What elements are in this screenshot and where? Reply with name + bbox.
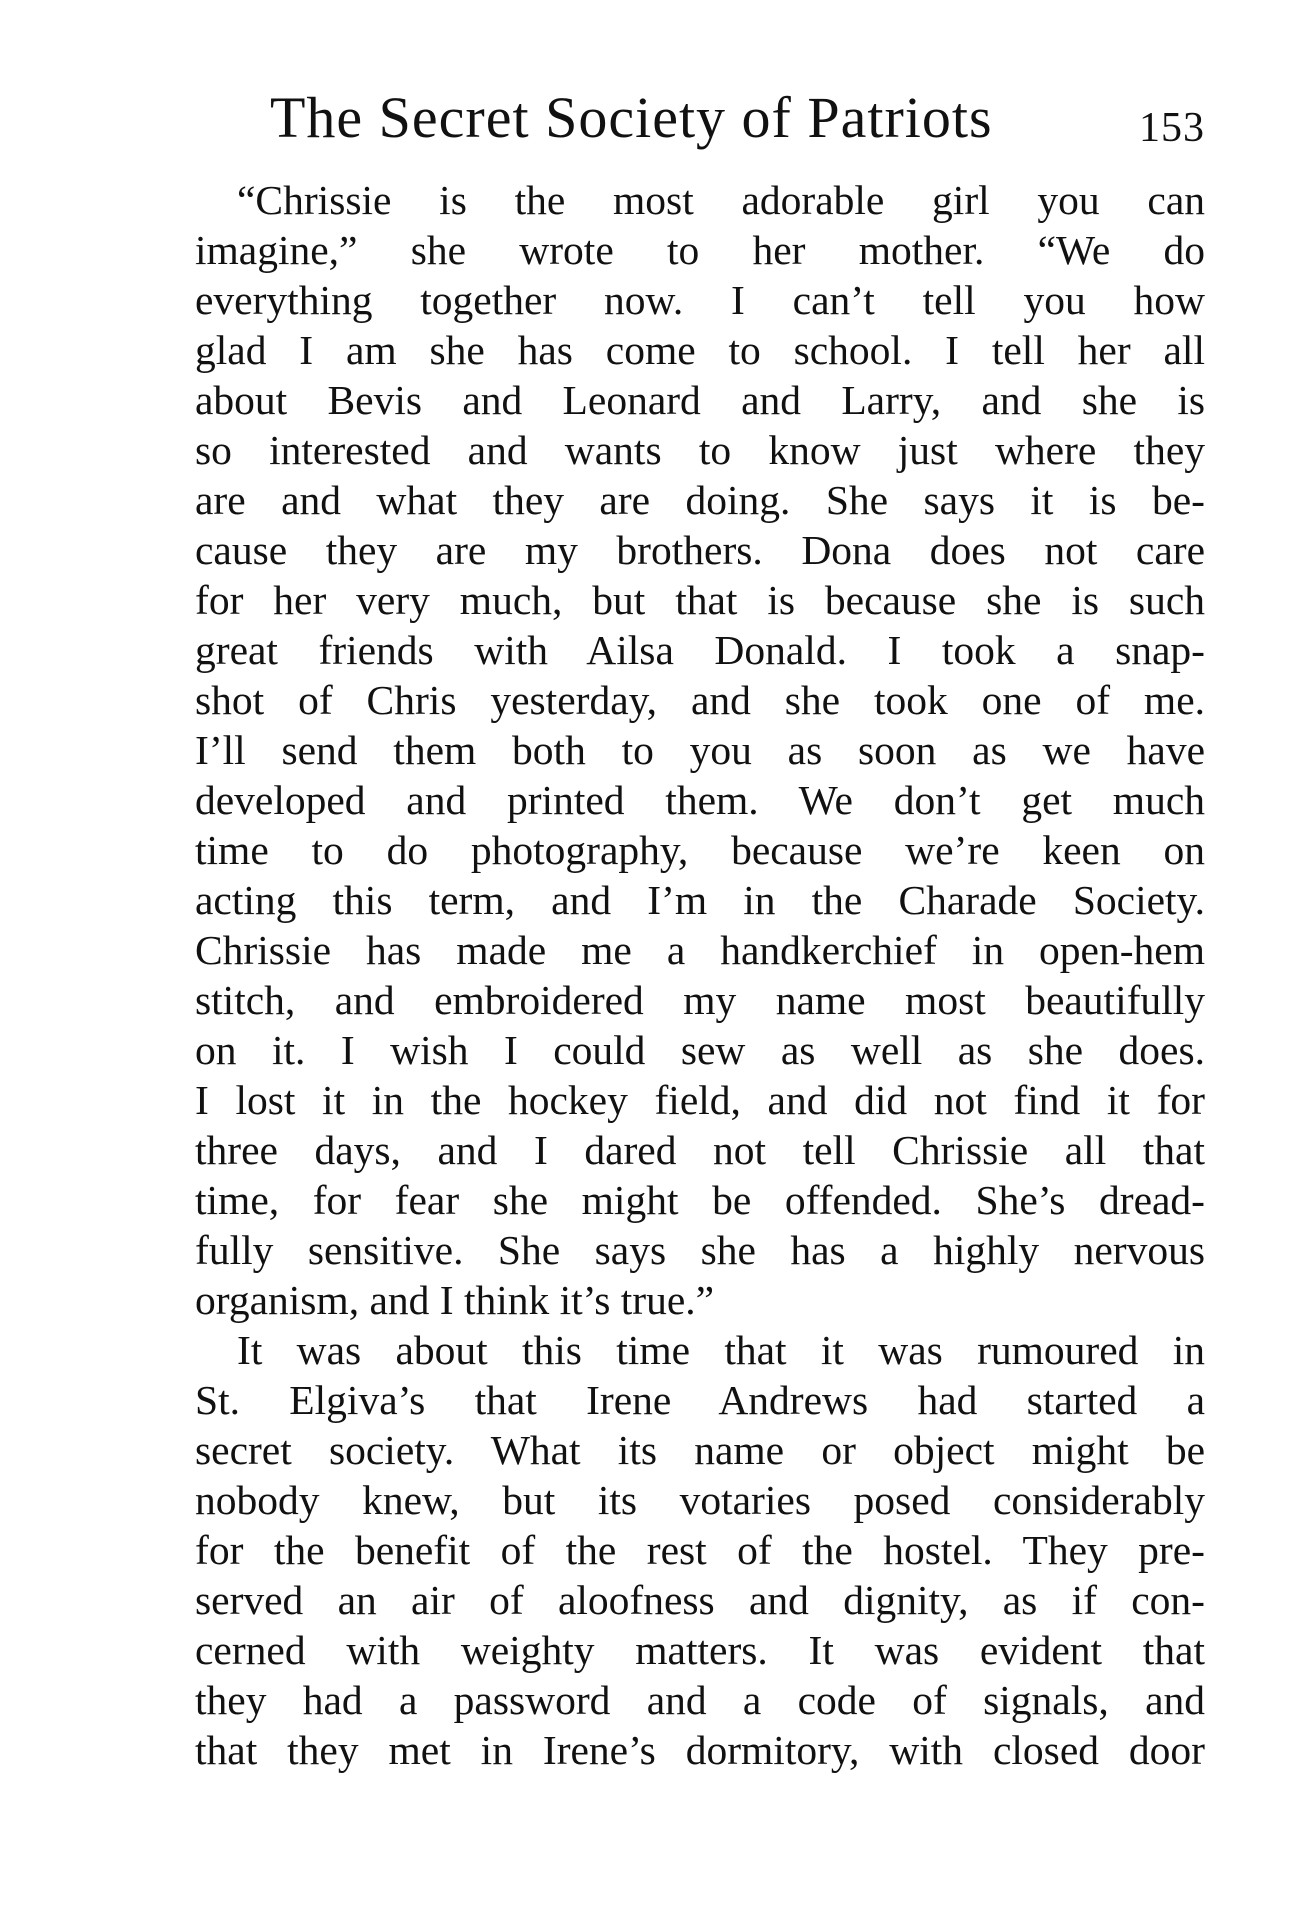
text-line: It was about this time that it was rumoured in bbox=[237, 1327, 1205, 1373]
text-line: Chrissie has made me a handkerchief in open-hem bbox=[195, 927, 1205, 973]
text-line: I’ll send them both to you as soon as we have bbox=[195, 727, 1205, 773]
running-head-title: The Secret Society of Patriots bbox=[270, 85, 993, 150]
text-line: on it. I wish I could sew as well as she does. bbox=[195, 1027, 1205, 1073]
text-line: stitch, and embroidered my name most beautifully bbox=[195, 977, 1205, 1023]
running-head bbox=[270, 78, 1205, 158]
text-line: St. Elgiva’s that Irene Andrews had started a bbox=[195, 1377, 1205, 1423]
text-line: they had a password and a code of signals, and bbox=[195, 1677, 1205, 1723]
text-line: nobody knew, but its votaries posed considerably bbox=[195, 1477, 1205, 1523]
text-line: so interested and wants to know just where they bbox=[195, 427, 1205, 473]
text-line: secret society. What its name or object might be bbox=[195, 1427, 1205, 1473]
text-line: about Bevis and Leonard and Larry, and she is bbox=[195, 377, 1205, 423]
text-line: are and what they are doing. She says it is be- bbox=[195, 477, 1205, 523]
text-line: fully sensitive. She says she has a highly nervous bbox=[195, 1227, 1205, 1273]
text-line: three days, and I dared not tell Chrissie all that bbox=[195, 1127, 1205, 1173]
page-number: 153 bbox=[1139, 105, 1205, 151]
text-line: time, for fear she might be offended. She’s dread- bbox=[195, 1177, 1205, 1223]
text-line: I lost it in the hockey field, and did not find it for bbox=[195, 1077, 1205, 1123]
paragraph-letter bbox=[195, 175, 1205, 1325]
text-line: great friends with Ailsa Donald. I took a snap- bbox=[195, 627, 1205, 673]
text-line: shot of Chris yesterday, and she took one of me. bbox=[195, 677, 1205, 723]
text-line: for the benefit of the rest of the hostel. They pre- bbox=[195, 1527, 1205, 1573]
text-line: served an air of aloofness and dignity, as if con- bbox=[195, 1577, 1205, 1623]
text-line: organism, and I think it’s true.” bbox=[195, 1277, 715, 1323]
text-line: for her very much, but that is because she is such bbox=[195, 577, 1205, 623]
paragraph-narrative bbox=[195, 1325, 1205, 1775]
text-line: cause they are my brothers. Dona does not care bbox=[195, 527, 1205, 573]
text-line: “Chrissie is the most adorable girl you can bbox=[237, 177, 1205, 223]
text-line: everything together now. I can’t tell you how bbox=[195, 277, 1205, 323]
body-text bbox=[195, 175, 1205, 1775]
text-line: acting this term, and I’m in the Charade Society. bbox=[195, 877, 1205, 923]
text-line: that they met in Irene’s dormitory, with closed door bbox=[195, 1727, 1205, 1773]
text-line: developed and printed them. We don’t get much bbox=[195, 777, 1205, 823]
text-line: glad I am she has come to school. I tell her all bbox=[195, 327, 1205, 373]
text-line: imagine,” she wrote to her mother. “We do bbox=[195, 227, 1205, 273]
text-line: cerned with weighty matters. It was evident that bbox=[195, 1627, 1205, 1673]
text-line: time to do photography, because we’re keen on bbox=[195, 827, 1205, 873]
